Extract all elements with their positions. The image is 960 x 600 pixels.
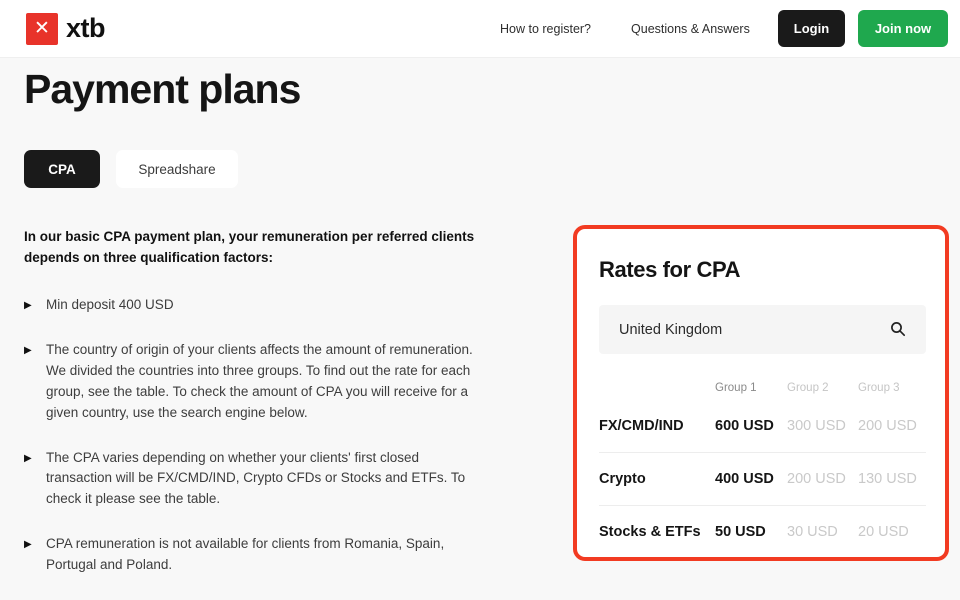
rate-value-group2: 30 USD bbox=[787, 524, 838, 540]
rate-value-group2: 300 USD bbox=[787, 418, 846, 434]
rate-value-group2: 200 USD bbox=[787, 471, 846, 487]
payment-plan-tabs bbox=[24, 150, 238, 188]
bullet-text-transaction-type: The CPA varies depending on whether your clients' first closed transaction will be FX/CMD/IND, Crypto CFDs or Stocks and ETFs. To check it please see the table. bbox=[46, 449, 466, 507]
bullet-text-min-deposit: Min deposit 400 USD bbox=[46, 296, 174, 312]
nav-link-questions-answers[interactable]: Questions & Answers bbox=[631, 22, 750, 36]
column-header-group3: Group 3 bbox=[858, 382, 900, 394]
rate-value-group3: 200 USD bbox=[858, 418, 917, 434]
header-buttons bbox=[778, 10, 948, 47]
search-icon[interactable] bbox=[890, 321, 906, 337]
cpa-description bbox=[24, 227, 486, 600]
cpa-intro-text: In our basic CPA payment plan, your remuneration per referred clients depends on three qualification factors: bbox=[24, 229, 475, 265]
xtb-logo-text: xtb bbox=[66, 13, 105, 43]
country-search-input[interactable] bbox=[619, 322, 889, 338]
bullet-triangle-icon: ▶ bbox=[24, 539, 32, 551]
rates-table bbox=[599, 376, 926, 558]
list-item bbox=[24, 295, 486, 316]
row-label-fx-cmd-ind: FX/CMD/IND bbox=[599, 418, 684, 434]
table-row bbox=[599, 400, 926, 452]
login-button[interactable]: Login bbox=[778, 10, 845, 47]
table-row bbox=[599, 453, 926, 505]
page-title: Payment plans bbox=[24, 66, 301, 112]
header-nav bbox=[500, 0, 750, 58]
list-item bbox=[24, 534, 486, 576]
xtb-x-glyph: ✕ bbox=[34, 18, 50, 39]
list-item bbox=[24, 448, 486, 511]
tab-spreadshare[interactable]: Spreadshare bbox=[116, 150, 238, 188]
rate-value-group3: 20 USD bbox=[858, 524, 909, 540]
country-search-box[interactable] bbox=[599, 305, 926, 354]
row-label-crypto: Crypto bbox=[599, 471, 646, 487]
bullet-triangle-icon: ▶ bbox=[24, 299, 32, 311]
join-now-button[interactable]: Join now bbox=[858, 10, 948, 47]
column-header-group1: Group 1 bbox=[715, 382, 757, 394]
bullet-text-country-groups: The country of origin of your clients affects the amount of remuneration. We divided the countries into three groups. To find out the rate for each group, see the table. To check the amount of CPA you will receive for a given country, use the search engine below. bbox=[46, 341, 473, 420]
rates-for-cpa-card bbox=[573, 225, 949, 561]
bullet-text-excluded-countries: CPA remuneration is not available for clients from Romania, Spain, Portugal and Poland. bbox=[46, 536, 445, 573]
rate-value-group1: 400 USD bbox=[715, 471, 774, 487]
bullet-triangle-icon: ▶ bbox=[24, 344, 32, 356]
rate-value-group1: 600 USD bbox=[715, 418, 774, 434]
nav-link-how-to-register[interactable]: How to register? bbox=[500, 22, 592, 36]
column-header-group2: Group 2 bbox=[787, 382, 829, 394]
xtb-logo[interactable] bbox=[26, 13, 105, 45]
bullet-triangle-icon: ▶ bbox=[24, 452, 32, 464]
rate-value-group1: 50 USD bbox=[715, 524, 766, 540]
list-item bbox=[24, 340, 486, 424]
row-label-stocks-etfs: Stocks & ETFs bbox=[599, 524, 701, 540]
tab-cpa[interactable]: CPA bbox=[24, 150, 100, 188]
rate-value-group3: 130 USD bbox=[858, 471, 917, 487]
xtb-logo-icon bbox=[26, 13, 58, 45]
rates-table-header bbox=[599, 376, 926, 400]
table-row bbox=[599, 506, 926, 558]
rates-card-title: Rates for CPA bbox=[599, 257, 741, 282]
top-header bbox=[0, 0, 960, 58]
